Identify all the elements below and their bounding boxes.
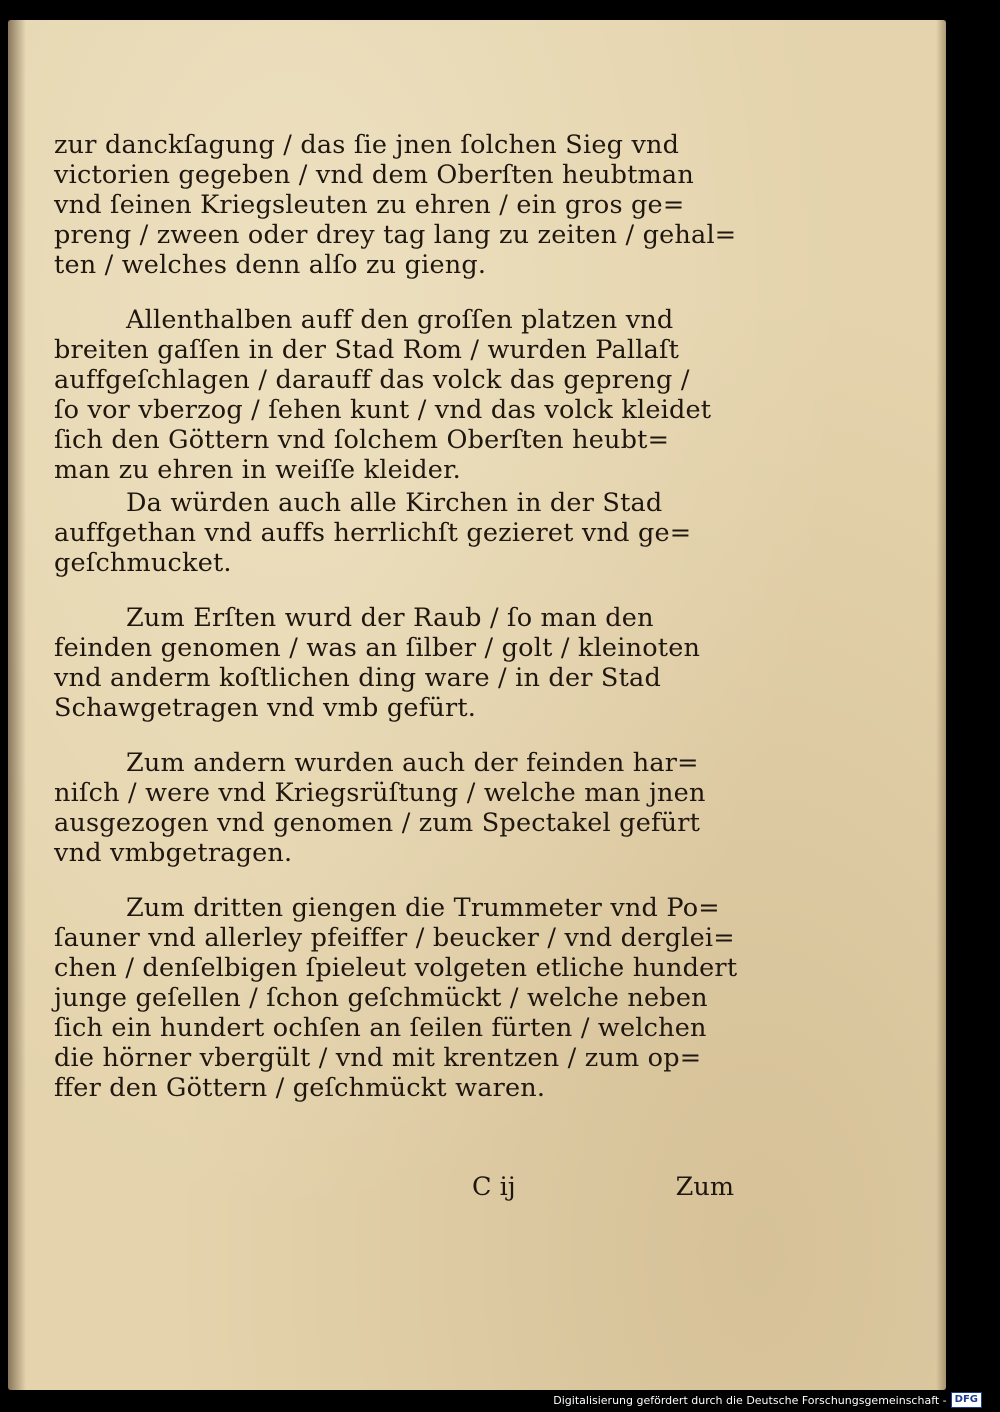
text-line: junge geſellen / ſchon geſchmückt / welche neben xyxy=(54,983,708,1013)
text-line: ſo vor vberzog / ſehen kunt / vnd das volck kleidet xyxy=(54,395,712,425)
text-line: ffer den Göttern / geſchmückt waren. xyxy=(54,1073,546,1103)
text-line: ſich den Göttern vnd ſolchem Oberſten heubt= xyxy=(54,425,670,455)
text-line: man zu ehren in weiſſe kleider. xyxy=(54,455,461,485)
text-line: chen / denſelbigen ſpieleut volgeten etliche hundert xyxy=(54,953,738,983)
page-footer xyxy=(54,1172,734,1206)
text-line: ſich ein hundert ochſen an ſeilen fürten / welchen xyxy=(54,1013,707,1043)
paragraph-6 xyxy=(54,893,738,1103)
text-line: vnd vmbgetragen. xyxy=(54,838,293,868)
text-line: feinden genomen / was an ſilber / golt / kleinoten xyxy=(54,633,701,663)
text-line: auffgeſchlagen / darauff das volck das gepreng / xyxy=(54,365,690,395)
paragraph-1 xyxy=(54,130,737,280)
paragraph-2 xyxy=(54,305,734,485)
text-line: Zum Erſten wurd der Raub / ſo man den xyxy=(126,603,654,633)
text-line: niſch / were vnd Kriegsrüſtung / welche man jnen xyxy=(54,778,706,808)
text-line: die hörner vbergült / vnd mit krentzen / zum op= xyxy=(54,1043,702,1073)
text-line: vnd anderm koſtlichen ding ware / in der Stad xyxy=(54,663,661,693)
text-line: ausgezogen vnd genomen / zum Spectakel gefürt xyxy=(54,808,701,838)
text-line: geſchmucket. xyxy=(54,548,232,578)
text-line: Zum dritten giengen die Trummeter vnd Po= xyxy=(126,893,720,923)
credit-text: Digitalisierung gefördert durch die Deutsche Forschungsgemeinschaft - xyxy=(553,1393,947,1407)
text-line: zur danckſagung / das ſie jnen ſolchen Sieg vnd xyxy=(54,130,680,160)
page-gutter-shadow xyxy=(8,20,26,1390)
text-line: vnd ſeinen Kriegsleuten zu ehren / ein gros ge= xyxy=(54,190,685,220)
text-line: preng / zween oder drey tag lang zu zeiten / gehal= xyxy=(54,220,737,250)
text-line: Allenthalben auff den groſſen platzen vnd xyxy=(126,305,674,335)
dfg-logo: DFG xyxy=(951,1392,982,1408)
text-line: auffgethan vnd auffs herrlichſt gezieret vnd ge= xyxy=(54,518,692,548)
text-line: ten / welches denn alſo zu gieng. xyxy=(54,250,487,280)
signature-mark: C ij xyxy=(472,1172,516,1202)
catchword: Zum xyxy=(675,1172,734,1202)
paragraph-4 xyxy=(54,603,734,723)
paragraph-5 xyxy=(54,748,734,868)
digitization-credit xyxy=(553,1392,982,1408)
page-text xyxy=(54,130,738,1103)
text-line: victorien gegeben / vnd dem Oberſten heubtman xyxy=(54,160,694,190)
book-page xyxy=(8,20,946,1390)
text-line: Da würden auch alle Kirchen in der Stad xyxy=(126,488,663,518)
text-line: ſauner vnd allerley pfeiffer / beucker / vnd derglei= xyxy=(54,923,735,953)
paragraph-3 xyxy=(54,488,734,578)
page-edge-shadow xyxy=(936,20,946,1390)
text-line: breiten gaſſen in der Stad Rom / wurden Pallaſt xyxy=(54,335,680,365)
text-line: Schawgetragen vnd vmb gefürt. xyxy=(54,693,477,723)
text-line: Zum andern wurden auch der feinden har= xyxy=(126,748,699,778)
